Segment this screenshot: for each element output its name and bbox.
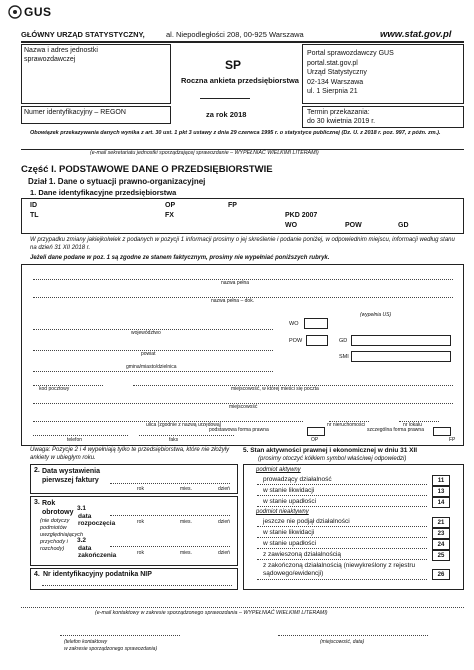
county-field[interactable] [33,343,273,351]
postal-code-field[interactable] [33,378,103,386]
address-fields: nazwa pełna nazwa pełna – dok. województwo powiat gmina/miasto/dzielnica (wypełnia US) WO POW GD SMI kod pocztowy miejscowość, w której mieści się poczta miejscowość ulica (zgodnie z nazwą urzędową) nr nieruchomości nr lokalu podstawowa forma prawna szczególna forma prawna telefon faks OP FP [21,264,464,446]
part1-title: Część I. PODSTAWOWE DANE O PRZEDSIĘBIORSTWIE [21,164,273,175]
legal-note: Obowiązek przekazywania danych wynika z art. 30 ust. 1 pkt 3 ustawy z dnia 29 czerwca 1995 r. o statystyce publicznej (Dz. U. z 2018 r. poz. 997, z późn. zm.). [30,130,441,136]
change-note: W przypadku zmiany jakiejkolwiek z podanych w pozycji 1 informacji prosimy o jej skreślenie i podanie poniżej, w odpowiednim miejscu, informacji według stanu na dzień 31 XII 2018 r. [30,237,455,251]
smi-box[interactable] [351,351,451,362]
contact-phone-field[interactable] [60,630,180,636]
fiscal-end-field[interactable] [110,541,230,547]
wo-box[interactable] [304,318,328,329]
premises-no-field[interactable] [399,414,439,422]
regon-label: Numer identyfikacyjny – REGON [24,109,126,116]
short-name-field[interactable] [33,290,453,298]
place-field[interactable] [33,396,453,404]
status-code-24[interactable]: 24 [432,539,450,550]
gus-logo [8,4,68,20]
full-name-field[interactable] [33,272,453,280]
pow-box[interactable] [306,335,328,346]
status-code-26[interactable]: 26 [432,569,450,580]
subsection-title: 1. Dane identyfikacyjne przedsiębiorstwa [30,188,177,197]
secretariat-email-caption: (e-mail sekretariatu jednostki sporządzającej sprawozdanie – WYPEŁNIAĆ WIELKIMI LITERAMI) [90,150,319,156]
status-code-21[interactable]: 21 [432,517,450,528]
deadline: Termin przekazania: do 30 kwietnia 2019 r. [307,109,376,125]
logo-text: GUS [24,5,52,19]
property-no-field[interactable] [329,414,369,422]
item5-subtitle: (prosimy otoczyć kółkiem symbol właściwej odpowiedzi) [258,456,407,462]
contact-email-caption: (e-mail kontaktowy w zakresie sporządzonego sprawozdania – WYPEŁNIAĆ WIELKIMI LITERAMI) [95,610,328,616]
section-title: Dział 1. Dane o sytuacji prawno-organizacyjnej [28,177,206,186]
nip-field[interactable] [42,580,232,586]
place-date-caption: (miejscowość, data) [320,639,365,645]
status-code-25[interactable]: 25 [432,550,450,561]
contact-email-field[interactable] [21,600,464,608]
change-note-bold: Jeżeli dane podane w poz. 1 są zgodne ze stanem faktycznym, prosimy nie wypełniać poniższych rubryk. [30,255,330,261]
id-codes: ID OP FP TL FX PKD 2007 WO POW GD [30,202,409,229]
status-code-23[interactable]: 23 [432,528,450,539]
period: za rok 2018 [206,110,247,119]
voivodeship-field[interactable] [33,322,273,330]
item2-number: 2. [34,467,40,474]
fiscal-start-field[interactable] [110,510,230,516]
phone-caption-2: w zakresie sporządzonego sprawozdania) [64,646,158,652]
form-title: Roczna ankieta przedsiębiorstwa [181,76,299,85]
first-invoice-date-field[interactable] [110,478,230,484]
op-box[interactable] [307,427,325,436]
office-address: al. Niepodległości 208, 00-925 Warszawa [166,30,304,39]
post-locality-field[interactable] [133,378,453,386]
remark: Uwaga: Pozycje 2 i 4 wypełniają tylko te przedsiębiorstwa, które nie złożyły ankiety w ubiegłym roku. [30,447,230,461]
status-code-13[interactable]: 13 [432,486,450,497]
phone-caption-1: (telefon kontaktowy [64,639,108,645]
item5-title: 5. Stan aktywności prawnej i ekonomicznej w dniu 31 XII [243,447,418,454]
form-code: SP [225,58,242,72]
status-code-14[interactable]: 14 [432,497,450,508]
office-name: GŁÓWNY URZĄD STATYSTYCZNY, [21,30,145,39]
fp-box[interactable] [433,427,451,436]
portal-link[interactable]: portal.stat.gov.pl [307,59,358,67]
name-address-label: Nazwa i adres jednostki sprawozdawczej [24,47,98,63]
place-date-field[interactable] [278,630,428,636]
gus-emblem-icon [8,5,22,19]
item2-title: Data wystawienia pierwszej faktury [42,468,100,484]
street-field[interactable] [33,414,303,422]
status-code-11[interactable]: 11 [432,475,450,486]
website-link[interactable]: www.stat.gov.pl [380,29,452,40]
gd-box[interactable] [351,335,451,346]
phone-field[interactable] [33,428,128,436]
fax-field[interactable] [139,428,234,436]
portal-info: Portal sprawozdawczy GUS portal.stat.gov.pl Urząd Statystyczny 02-134 Warszawa ul. 1 Sierpnia 21 [307,50,394,95]
